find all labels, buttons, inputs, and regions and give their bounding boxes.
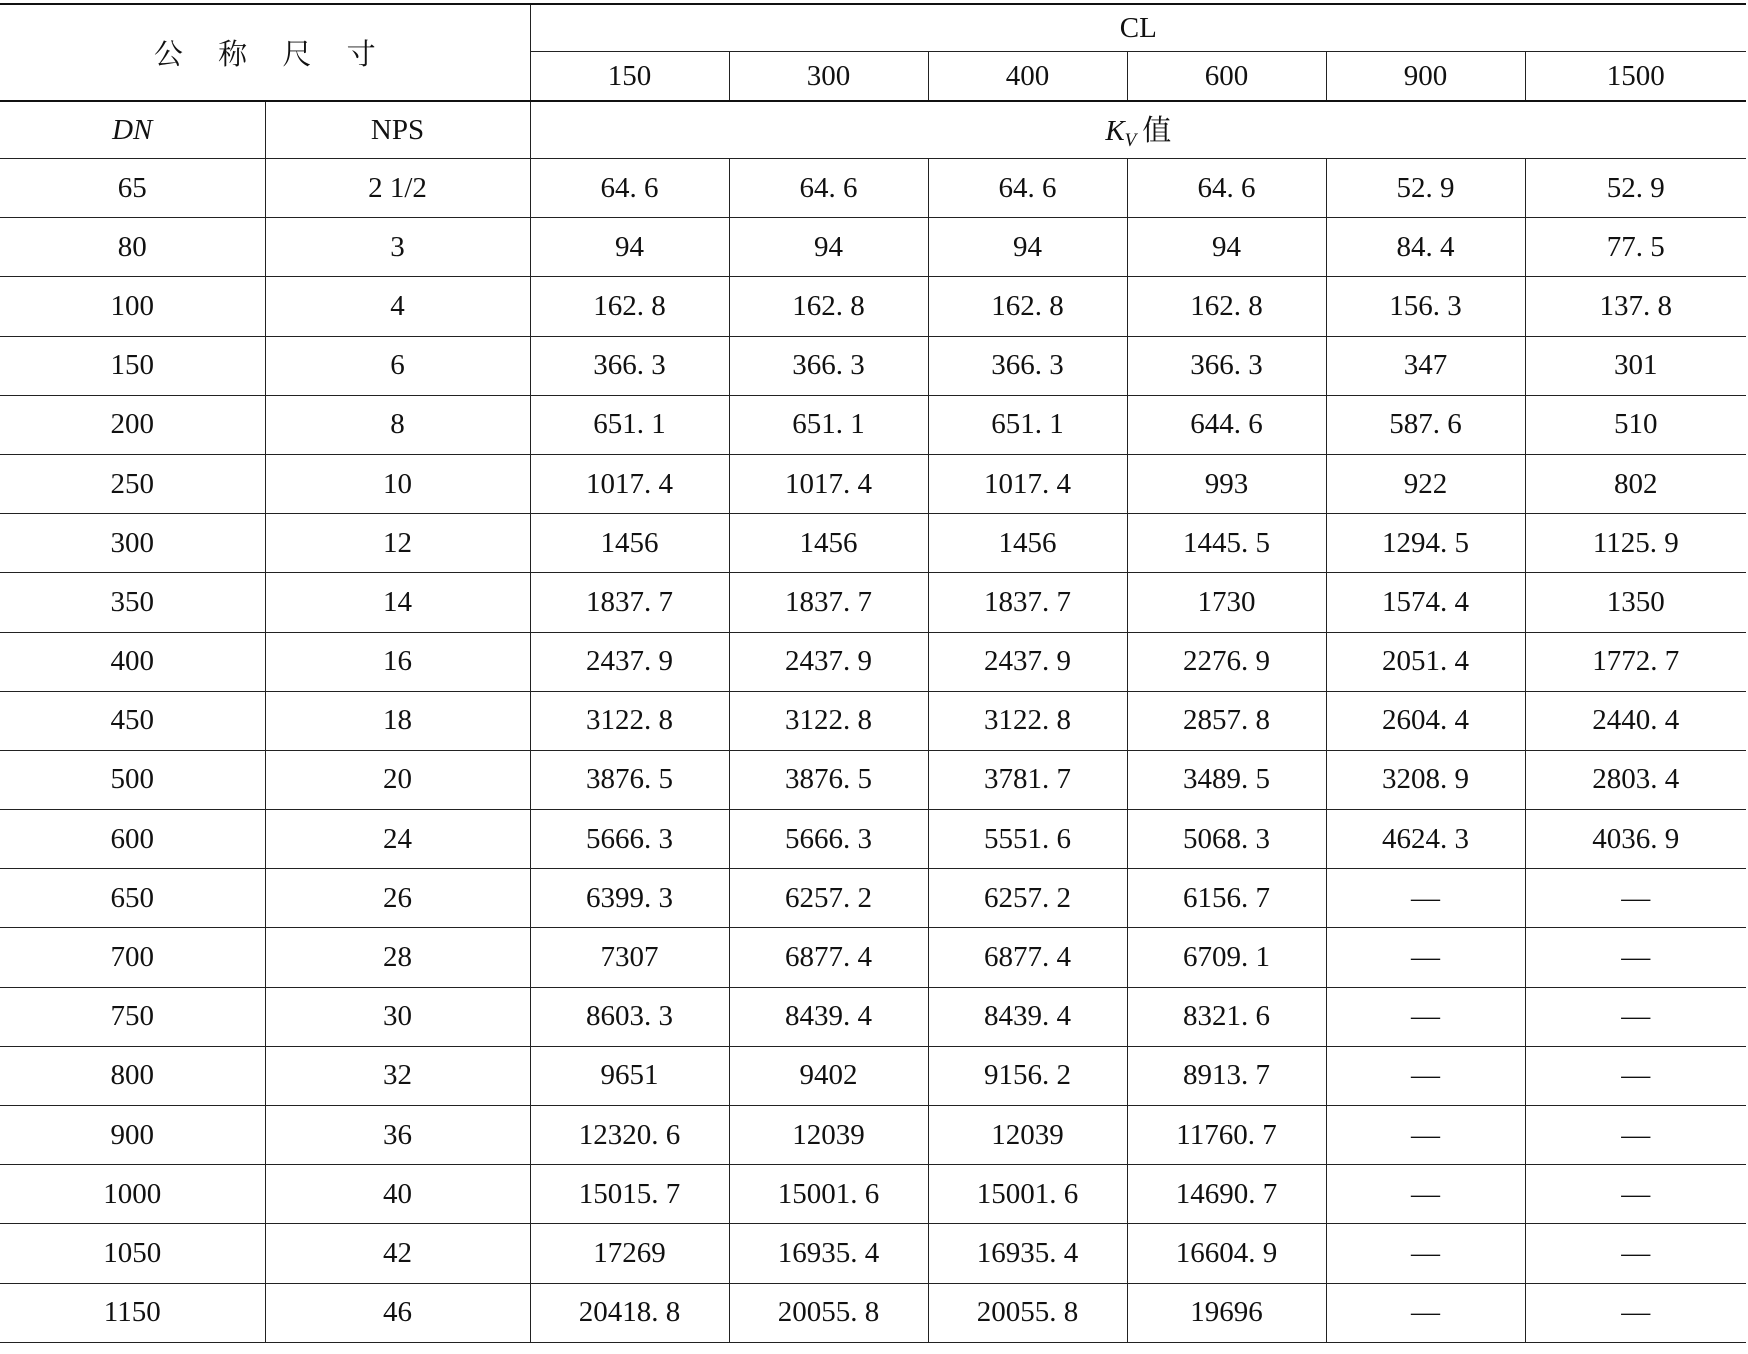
- kv-cell: —: [1326, 1165, 1525, 1224]
- kv-cell: 6709. 1: [1127, 928, 1326, 987]
- nps-cell: 12: [265, 514, 530, 573]
- table-body: [0, 4, 1746, 1342]
- kv-cell: 1350: [1525, 573, 1746, 632]
- kv-cell: 1017. 4: [928, 454, 1127, 513]
- kv-cell: —: [1326, 1283, 1525, 1342]
- nominal-size-label: 公 称 尺 寸: [153, 39, 390, 71]
- nps-cell: 28: [265, 928, 530, 987]
- kv-cell: 15015. 7: [530, 1165, 729, 1224]
- kv-cell: 3781. 7: [928, 750, 1127, 809]
- kv-cell: 510: [1525, 395, 1746, 454]
- dn-cell: 250: [0, 454, 265, 513]
- kv-cell: 6156. 7: [1127, 869, 1326, 928]
- kv-cell: 156. 3: [1326, 277, 1525, 336]
- dn-cell: 700: [0, 928, 265, 987]
- kv-cell: 5666. 3: [530, 810, 729, 869]
- kv-cell: 2437. 9: [729, 632, 928, 691]
- kv-cell: 94: [1127, 218, 1326, 277]
- dn-cell: 350: [0, 573, 265, 632]
- kv-cell: 20055. 8: [729, 1283, 928, 1342]
- kv-cell: 2604. 4: [1326, 691, 1525, 750]
- kv-suffix: 值: [1142, 113, 1172, 147]
- table-row: [0, 869, 1746, 928]
- kv-cell: 3876. 5: [530, 750, 729, 809]
- kv-cell: 12039: [729, 1106, 928, 1165]
- kv-cell: 1772. 7: [1525, 632, 1746, 691]
- kv-cell: —: [1525, 1224, 1746, 1283]
- kv-cell: 94: [928, 218, 1127, 277]
- kv-cell: 644. 6: [1127, 395, 1326, 454]
- table-row: [0, 1046, 1746, 1105]
- kv-cell: 9402: [729, 1046, 928, 1105]
- table-row: [0, 691, 1746, 750]
- table-row: [0, 1106, 1746, 1165]
- kv-cell: 1837. 7: [530, 573, 729, 632]
- dn-cell: 200: [0, 395, 265, 454]
- kv-cell: 8439. 4: [729, 987, 928, 1046]
- kv-cell: 20418. 8: [530, 1283, 729, 1342]
- kv-cell: 651. 1: [530, 395, 729, 454]
- kv-cell: 15001. 6: [928, 1165, 1127, 1224]
- kv-cell: 162. 8: [729, 277, 928, 336]
- kv-cell: —: [1326, 1106, 1525, 1165]
- class-900-header: 900: [1326, 52, 1525, 102]
- kv-cell: 6877. 4: [729, 928, 928, 987]
- nps-cell: 14: [265, 573, 530, 632]
- dn-column-header: DN: [0, 101, 265, 159]
- table-row: [0, 218, 1746, 277]
- class-600-header: 600: [1127, 52, 1326, 102]
- table-row: [0, 632, 1746, 691]
- class-1500-header: 1500: [1525, 52, 1746, 102]
- kv-cell: 5068. 3: [1127, 810, 1326, 869]
- kv-cell: 1837. 7: [729, 573, 928, 632]
- kv-cell: 5551. 6: [928, 810, 1127, 869]
- kv-cell: 4036. 9: [1525, 810, 1746, 869]
- kv-value-table: [0, 3, 1746, 1343]
- kv-cell: 94: [530, 218, 729, 277]
- kv-cell: 3122. 8: [530, 691, 729, 750]
- kv-cell: 3122. 8: [928, 691, 1127, 750]
- table-row: [0, 928, 1746, 987]
- kv-cell: 2437. 9: [530, 632, 729, 691]
- kv-cell: 1730: [1127, 573, 1326, 632]
- kv-cell: 94: [729, 218, 928, 277]
- kv-cell: 366. 3: [928, 336, 1127, 395]
- class-400-header: 400: [928, 52, 1127, 102]
- kv-cell: 162. 8: [530, 277, 729, 336]
- kv-cell: 16935. 4: [928, 1224, 1127, 1283]
- kv-cell: 4624. 3: [1326, 810, 1525, 869]
- kv-cell: 366. 3: [729, 336, 928, 395]
- table-row: [0, 573, 1746, 632]
- kv-subscript: V: [1124, 130, 1137, 151]
- kv-cell: 162. 8: [1127, 277, 1326, 336]
- kv-cell: —: [1525, 1165, 1746, 1224]
- kv-cell: 16604. 9: [1127, 1224, 1326, 1283]
- nps-cell: 32: [265, 1046, 530, 1105]
- kv-cell: —: [1326, 869, 1525, 928]
- kv-cell: 137. 8: [1525, 277, 1746, 336]
- kv-cell: 802: [1525, 454, 1746, 513]
- kv-cell: 8603. 3: [530, 987, 729, 1046]
- table-row: [0, 336, 1746, 395]
- kv-cell: 1017. 4: [729, 454, 928, 513]
- class-150-header: 150: [530, 52, 729, 102]
- nominal-size-header: [0, 4, 530, 101]
- header-row-3: [0, 101, 1746, 159]
- kv-cell: —: [1326, 1046, 1525, 1105]
- kv-cell: 1456: [530, 514, 729, 573]
- kv-cell: 1125. 9: [1525, 514, 1746, 573]
- nps-cell: 3: [265, 218, 530, 277]
- kv-cell: 52. 9: [1525, 159, 1746, 218]
- kv-value-header: [530, 101, 1746, 159]
- kv-cell: 3876. 5: [729, 750, 928, 809]
- kv-symbol: K: [1105, 115, 1125, 147]
- kv-cell: —: [1525, 1283, 1746, 1342]
- kv-cell: —: [1326, 987, 1525, 1046]
- kv-cell: 5666. 3: [729, 810, 928, 869]
- kv-cell: 993: [1127, 454, 1326, 513]
- kv-cell: 52. 9: [1326, 159, 1525, 218]
- kv-cell: 16935. 4: [729, 1224, 928, 1283]
- kv-cell: 12320. 6: [530, 1106, 729, 1165]
- dn-cell: 300: [0, 514, 265, 573]
- kv-cell: 1837. 7: [928, 573, 1127, 632]
- kv-cell: 1445. 5: [1127, 514, 1326, 573]
- table-row: [0, 454, 1746, 513]
- nps-cell: 8: [265, 395, 530, 454]
- kv-cell: 64. 6: [928, 159, 1127, 218]
- kv-cell: 3122. 8: [729, 691, 928, 750]
- nps-cell: 24: [265, 810, 530, 869]
- kv-cell: 9156. 2: [928, 1046, 1127, 1105]
- kv-cell: 922: [1326, 454, 1525, 513]
- kv-cell: 1574. 4: [1326, 573, 1525, 632]
- nps-column-header: NPS: [265, 101, 530, 159]
- kv-cell: —: [1525, 987, 1746, 1046]
- kv-cell: 8439. 4: [928, 987, 1127, 1046]
- dn-cell: 450: [0, 691, 265, 750]
- dn-cell: 900: [0, 1106, 265, 1165]
- table-row: [0, 159, 1746, 218]
- kv-cell: 651. 1: [729, 395, 928, 454]
- kv-cell: —: [1525, 928, 1746, 987]
- kv-cell: —: [1326, 1224, 1525, 1283]
- dn-cell: 1000: [0, 1165, 265, 1224]
- kv-cell: 12039: [928, 1106, 1127, 1165]
- dn-cell: 1150: [0, 1283, 265, 1342]
- kv-cell: 15001. 6: [729, 1165, 928, 1224]
- kv-cell: 9651: [530, 1046, 729, 1105]
- nps-cell: 20: [265, 750, 530, 809]
- kv-cell: 64. 6: [530, 159, 729, 218]
- nps-cell: 30: [265, 987, 530, 1046]
- kv-cell: 1294. 5: [1326, 514, 1525, 573]
- kv-cell: 6877. 4: [928, 928, 1127, 987]
- kv-cell: 587. 6: [1326, 395, 1525, 454]
- kv-cell: 19696: [1127, 1283, 1326, 1342]
- kv-cell: 6257. 2: [928, 869, 1127, 928]
- kv-cell: 347: [1326, 336, 1525, 395]
- table-row: [0, 1224, 1746, 1283]
- nps-cell: 18: [265, 691, 530, 750]
- kv-cell: 20055. 8: [928, 1283, 1127, 1342]
- kv-cell: —: [1326, 928, 1525, 987]
- kv-cell: 11760. 7: [1127, 1106, 1326, 1165]
- kv-cell: 2803. 4: [1525, 750, 1746, 809]
- kv-cell: 2857. 8: [1127, 691, 1326, 750]
- nps-cell: 40: [265, 1165, 530, 1224]
- nps-cell: 36: [265, 1106, 530, 1165]
- nps-cell: 4: [265, 277, 530, 336]
- class-300-header: 300: [729, 52, 928, 102]
- table-row: [0, 1165, 1746, 1224]
- table-row: [0, 810, 1746, 869]
- dn-cell: 65: [0, 159, 265, 218]
- kv-cell: 17269: [530, 1224, 729, 1283]
- nps-cell: 10: [265, 454, 530, 513]
- dn-cell: 1050: [0, 1224, 265, 1283]
- kv-cell: 3489. 5: [1127, 750, 1326, 809]
- nps-cell: 42: [265, 1224, 530, 1283]
- kv-cell: 14690. 7: [1127, 1165, 1326, 1224]
- pressure-class-header: CL: [530, 4, 1746, 52]
- kv-cell: 1456: [729, 514, 928, 573]
- kv-cell: 2437. 9: [928, 632, 1127, 691]
- table-row: [0, 1283, 1746, 1342]
- kv-cell: 6399. 3: [530, 869, 729, 928]
- kv-cell: 7307: [530, 928, 729, 987]
- kv-cell: 3208. 9: [1326, 750, 1525, 809]
- dn-cell: 100: [0, 277, 265, 336]
- dn-cell: 400: [0, 632, 265, 691]
- dn-cell: 150: [0, 336, 265, 395]
- nps-cell: 16: [265, 632, 530, 691]
- kv-cell: 2276. 9: [1127, 632, 1326, 691]
- kv-cell: 64. 6: [729, 159, 928, 218]
- kv-cell: 84. 4: [1326, 218, 1525, 277]
- kv-cell: —: [1525, 1046, 1746, 1105]
- kv-cell: 8321. 6: [1127, 987, 1326, 1046]
- table-row: [0, 395, 1746, 454]
- nps-cell: 46: [265, 1283, 530, 1342]
- kv-cell: 77. 5: [1525, 218, 1746, 277]
- table-row: [0, 514, 1746, 573]
- nps-cell: 6: [265, 336, 530, 395]
- dn-cell: 80: [0, 218, 265, 277]
- dn-cell: 600: [0, 810, 265, 869]
- kv-cell: —: [1525, 1106, 1746, 1165]
- header-row-1: [0, 4, 1746, 52]
- nps-cell: 26: [265, 869, 530, 928]
- kv-cell: 1456: [928, 514, 1127, 573]
- table-row: [0, 987, 1746, 1046]
- dn-cell: 800: [0, 1046, 265, 1105]
- dn-cell: 500: [0, 750, 265, 809]
- table-row: [0, 277, 1746, 336]
- kv-cell: —: [1525, 869, 1746, 928]
- dn-cell: 750: [0, 987, 265, 1046]
- table-row: [0, 750, 1746, 809]
- kv-cell: 162. 8: [928, 277, 1127, 336]
- dn-cell: 650: [0, 869, 265, 928]
- kv-cell: 651. 1: [928, 395, 1127, 454]
- kv-cell: 1017. 4: [530, 454, 729, 513]
- kv-cell: 366. 3: [530, 336, 729, 395]
- nps-cell: 2 1/2: [265, 159, 530, 218]
- kv-cell: 6257. 2: [729, 869, 928, 928]
- kv-cell: 2051. 4: [1326, 632, 1525, 691]
- kv-cell: 301: [1525, 336, 1746, 395]
- kv-cell: 2440. 4: [1525, 691, 1746, 750]
- kv-cell: 8913. 7: [1127, 1046, 1326, 1105]
- kv-cell: 64. 6: [1127, 159, 1326, 218]
- kv-cell: 366. 3: [1127, 336, 1326, 395]
